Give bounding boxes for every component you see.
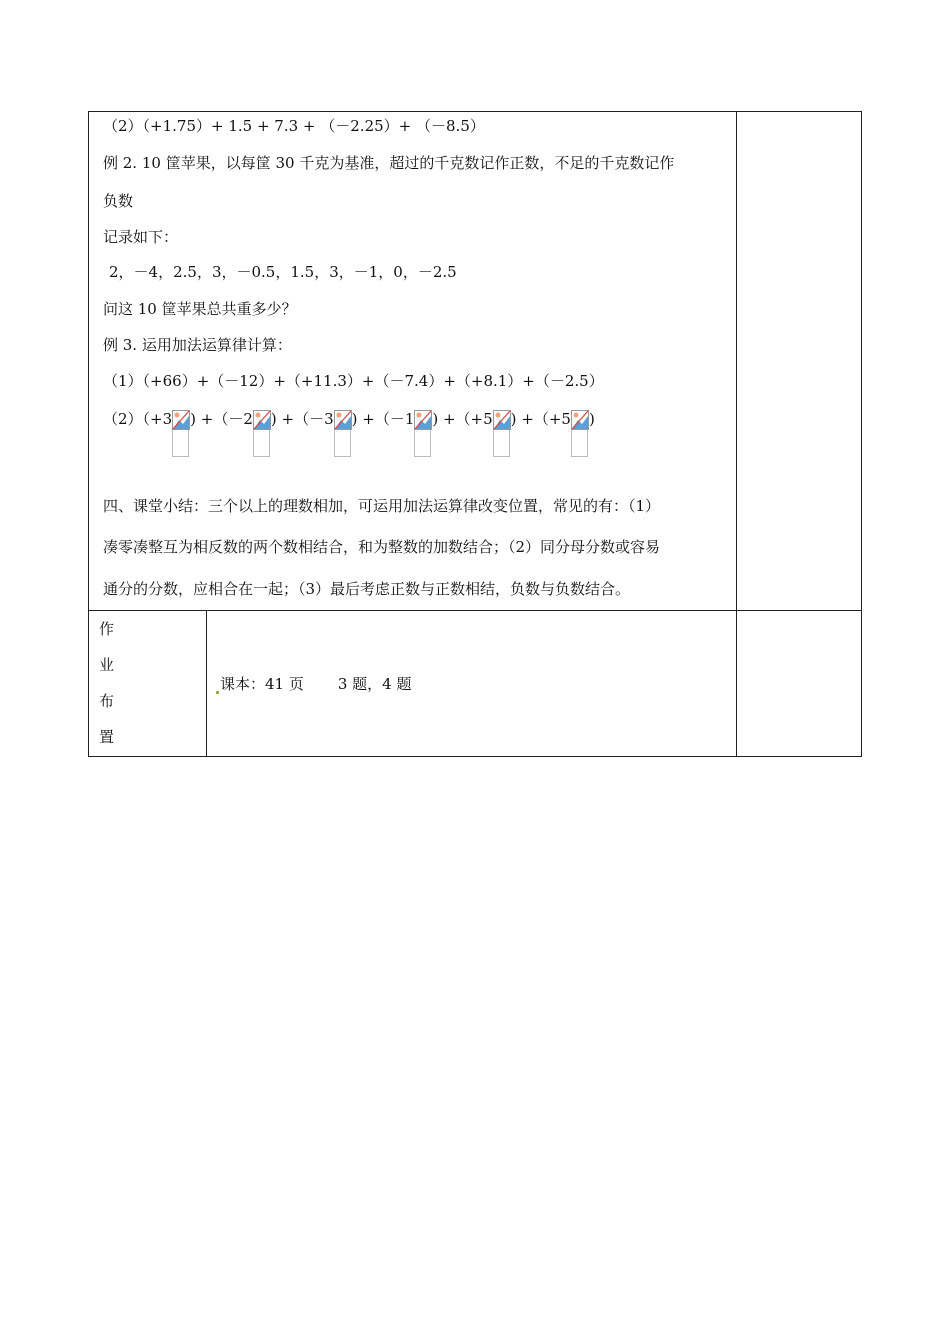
example-2-line: 例 2. 10 筐苹果，以每筐 30 千克为基准，超过的千克数记作正数，不足的千克数记作 bbox=[103, 154, 675, 172]
homework-label-char: 置 bbox=[99, 728, 115, 746]
homework-label-char: 布 bbox=[99, 692, 115, 710]
content-cell bbox=[89, 112, 737, 611]
summary-line-1: 四、课堂小结：三个以上的理数相加，可运用加法运算律改变位置，常见的有：（1） bbox=[103, 497, 661, 515]
lesson-table bbox=[88, 111, 862, 757]
homework-label-char: 业 bbox=[99, 656, 115, 674]
example-3-part-1: （1）（+66）+（－12）+（+11.3）+（－7.4）+（+8.1）+（－2.5） bbox=[103, 372, 604, 390]
question-line: 问这 10 筐苹果总共重多少？ bbox=[103, 300, 297, 318]
example-3-line: 例 3. 运用加法运算律计算： bbox=[103, 336, 292, 354]
fraction-image-icon bbox=[334, 410, 352, 458]
record-values: 2，－4，2.5，3，－0.5，1.5，3，－1，0，－2.5 bbox=[109, 263, 457, 281]
homework-pages: 课本：41 页 bbox=[220, 675, 304, 693]
content-row bbox=[89, 112, 862, 611]
summary-line-3: 通分的分数，应相合在一起；（3）最后考虑正数与正数相结，负数与负数结合。 bbox=[103, 580, 631, 598]
remarks-cell bbox=[737, 112, 862, 611]
homework-row bbox=[89, 611, 862, 757]
fraction-image-icon bbox=[253, 410, 271, 458]
homework-content-cell bbox=[207, 611, 737, 757]
exercise-2-line: （2）（+1.75）+ 1.5 + 7.3 + （－2.25）+ （－8.5） bbox=[103, 117, 485, 135]
fraction-image-icon bbox=[571, 410, 589, 458]
example-3-part-2: （2）（+3 ) +（－2 ) +（－3 ) +（－1 ) +（+5 ) +（+5 ) bbox=[103, 400, 726, 486]
homework-remarks-cell bbox=[737, 611, 862, 757]
fraction-image-icon bbox=[414, 410, 432, 458]
example-2-continuation: 负数 bbox=[103, 192, 134, 210]
homework-label-char: 作 bbox=[99, 620, 115, 638]
homework-problems: 3 题，4 题 bbox=[337, 675, 412, 693]
homework-label-cell bbox=[89, 611, 207, 757]
fraction-image-icon bbox=[493, 410, 511, 458]
record-label: 记录如下： bbox=[103, 228, 179, 246]
fraction-image-icon bbox=[172, 410, 190, 458]
summary-line-2: 凑零凑整互为相反数的两个数相结合，和为整数的加数结合；（2）同分母分数或容易 bbox=[103, 538, 661, 556]
